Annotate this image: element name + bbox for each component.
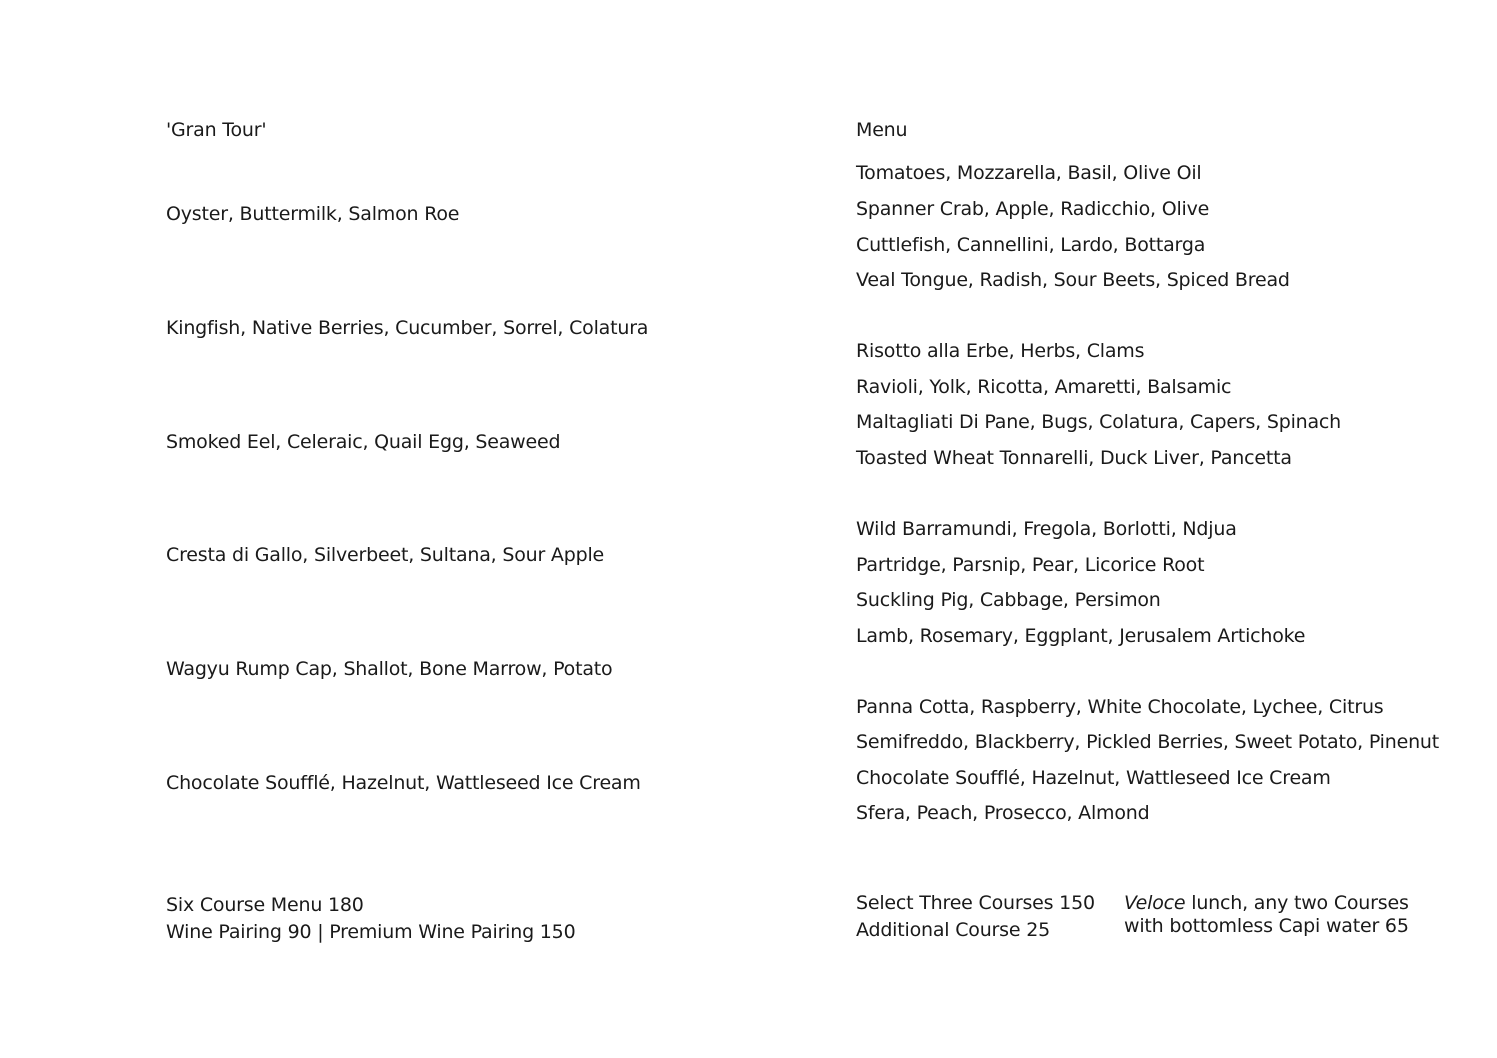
menu-item: Sfera, Peach, Prosecco, Almond xyxy=(856,802,1150,824)
menu-item: Cuttlefish, Cannellini, Lardo, Bottarga xyxy=(856,234,1206,256)
menu-item: Partridge, Parsnip, Pear, Licorice Root xyxy=(856,554,1205,576)
veloce-word: Veloce xyxy=(1124,892,1186,914)
menu-title: Menu xyxy=(856,119,908,141)
tasting-course: Kingfish, Native Berries, Cucumber, Sorrel, Colatura xyxy=(166,317,649,339)
menu-item: Maltagliati Di Pane, Bugs, Colatura, Capers, Spinach xyxy=(856,411,1342,433)
tasting-course: Oyster, Buttermilk, Salmon Roe xyxy=(166,203,460,225)
three-course-price: Select Three Courses 150 xyxy=(856,892,1095,914)
menu-item: Wild Barramundi, Fregola, Borlotti, Ndjua xyxy=(856,518,1237,540)
menu-item: Suckling Pig, Cabbage, Persimon xyxy=(856,589,1161,611)
menu-item: Panna Cotta, Raspberry, White Chocolate, Lychee, Citrus xyxy=(856,696,1384,718)
additional-course-price: Additional Course 25 xyxy=(856,919,1050,941)
veloce-water-price: with bottomless Capi water 65 xyxy=(1124,915,1409,937)
wine-pairing-price: Wine Pairing 90 | Premium Wine Pairing 150 xyxy=(166,921,576,943)
menu-item: Lamb, Rosemary, Eggplant, Jerusalem Artichoke xyxy=(856,625,1306,647)
menu-item: Veal Tongue, Radish, Sour Beets, Spiced Bread xyxy=(856,269,1290,291)
menu-item: Semifreddo, Blackberry, Pickled Berries, Sweet Potato, Pinenut xyxy=(856,731,1440,753)
tasting-course: Smoked Eel, Celeraic, Quail Egg, Seaweed xyxy=(166,431,561,453)
menu-item: Tomatoes, Mozzarella, Basil, Olive Oil xyxy=(856,162,1202,184)
tasting-course: Cresta di Gallo, Silverbeet, Sultana, Sour Apple xyxy=(166,544,605,566)
tasting-course: Chocolate Soufflé, Hazelnut, Wattleseed Ice Cream xyxy=(166,772,641,794)
menu-item: Spanner Crab, Apple, Radicchio, Olive xyxy=(856,198,1210,220)
veloce-lunch-offer xyxy=(1124,894,1409,913)
veloce-description: lunch, any two Courses xyxy=(1185,892,1409,914)
tasting-course: Wagyu Rump Cap, Shallot, Bone Marrow, Potato xyxy=(166,658,613,680)
menu-item: Risotto alla Erbe, Herbs, Clams xyxy=(856,340,1145,362)
menu-item: Toasted Wheat Tonnarelli, Duck Liver, Pancetta xyxy=(856,447,1292,469)
menu-item: Chocolate Soufflé, Hazelnut, Wattleseed Ice Cream xyxy=(856,767,1331,789)
tasting-menu-title: 'Gran Tour' xyxy=(166,119,267,141)
tasting-price: Six Course Menu 180 xyxy=(166,894,364,916)
menu-item: Ravioli, Yolk, Ricotta, Amaretti, Balsamic xyxy=(856,376,1232,398)
